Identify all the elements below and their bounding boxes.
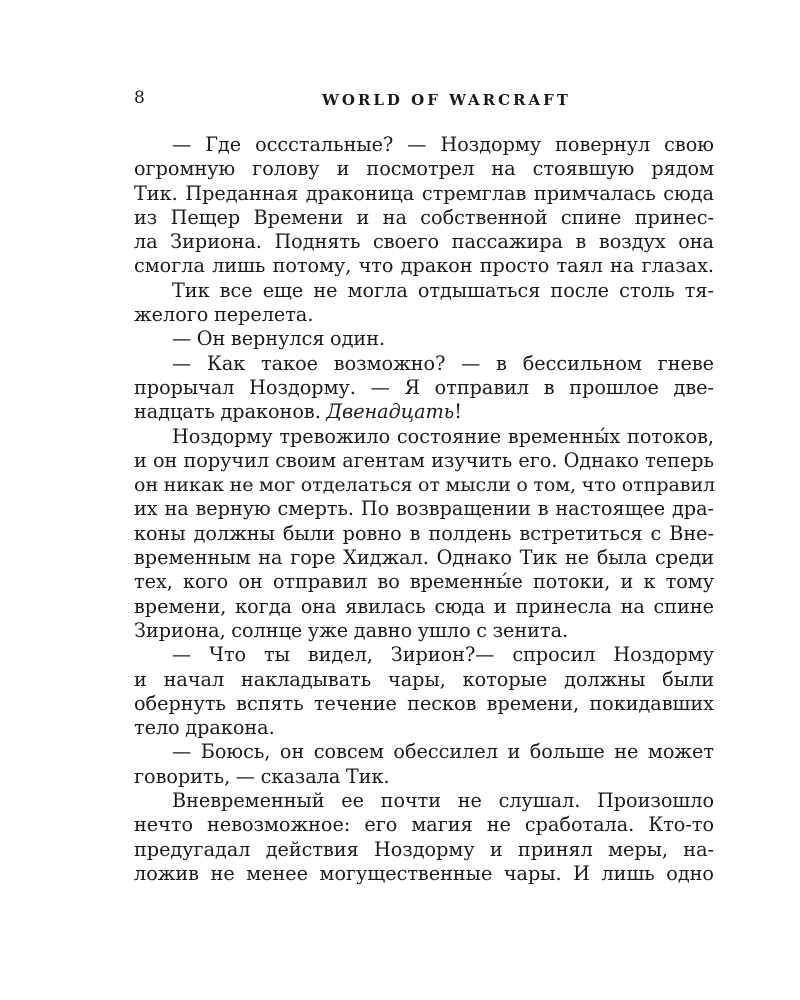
text-line: нечто невозможное: его магия не сработала. Кто-то <box>134 813 714 837</box>
text-line: огромную голову и посмотрел на стоявшую рядом <box>134 157 714 181</box>
text-line: Ноздорму тревожило состояние временны́х потоков, <box>172 424 714 448</box>
text-line: их на верную смерть. По возвращении в настоящее дра- <box>134 497 714 521</box>
text-line: — Боюсь, он совсем обессилел и больше не может <box>172 740 714 764</box>
text-line <box>134 400 714 424</box>
text-line: он никак не мог отделаться от мысли о том, что отправил <box>134 474 716 497</box>
text-line: тело дракона. <box>134 716 275 740</box>
text-line: обернуть вспять течение песков времени, покидавших <box>134 691 714 715</box>
text-line: прорычал Ноздорму. — Я отправил в прошлое две- <box>134 375 714 399</box>
text-line: ложив не менее могущественные чары. И лишь одно <box>134 861 714 885</box>
text-line: смогла лишь потому, что дракон просто таял на глазах. <box>134 254 714 278</box>
text-line: — Как такое возможно? — в бессильном гневе <box>172 351 714 375</box>
text-line: говорить, — сказала Тик. <box>134 764 390 788</box>
text-line: — Он вернулся один. <box>172 327 386 351</box>
text-line: предугадал действия Ноздорму и принял меры, на- <box>134 837 714 861</box>
text-line: времени, когда она явилась сюда и принесла на спине <box>134 594 714 618</box>
running-head <box>134 88 714 114</box>
text-line: — Где осcстальные? — Ноздорму повернул свою <box>172 133 714 156</box>
book-title: WORLD OF WARCRAFT <box>322 91 571 109</box>
text-line: — Что ты видел, Зирион?— спросил Ноздорму <box>172 643 714 667</box>
text-line: Тик. Преданная драконица стремглав примчалась сюда <box>134 181 714 205</box>
text-line: коны должны были ровно в полдень встретиться с Вне- <box>134 521 714 545</box>
text-line: Зириона, солнце уже давно ушло с зенита. <box>134 618 569 642</box>
page-number: 8 <box>134 88 145 108</box>
text-line: желого перелета. <box>134 303 314 327</box>
text-line: тех, кого он отправил во временны́е потоки, и к тому <box>134 570 714 594</box>
text-line: и начал накладывать чары, которые должны были <box>134 667 714 691</box>
text-line: и он поручил своим агентам изучить его. Однако теперь <box>134 448 714 472</box>
text-fragment: ! <box>454 400 462 424</box>
text-line: из Пещер Времени и на собственной спине принес- <box>134 205 714 229</box>
text-fragment: надцать драконов. <box>134 400 321 424</box>
text-line: Тик все еще не могла отдышаться после столь тя- <box>172 278 714 302</box>
text-line: временным на горе Хиджал. Однако Тик не была среди <box>134 546 714 570</box>
text-line: Вневременный ее почти не слушал. Произошло <box>172 789 714 813</box>
body-text <box>134 133 714 886</box>
emphasis-text: Двенадцать <box>326 400 455 424</box>
text-line: ла Зириона. Поднять своего пассажира в воздух она <box>134 230 714 254</box>
